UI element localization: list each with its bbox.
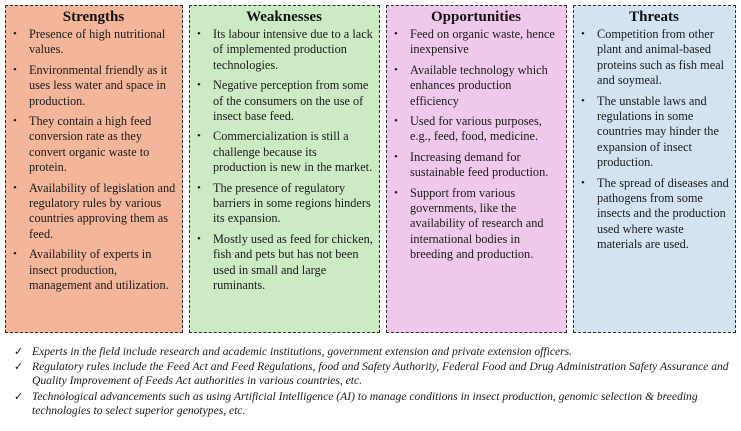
- weaknesses-item: • Commercialization is still a challenge because its production is new in the market.: [197, 129, 373, 175]
- bullet-icon: •: [13, 248, 17, 261]
- opportunities-item: • Support from various governments, like the availability of research and international bodies in breeding and production.: [394, 185, 544, 262]
- strengths-item: • Environmental friendly as it uses less water and space in production.: [13, 62, 168, 108]
- bullet-icon: •: [394, 150, 398, 163]
- bullet-icon: •: [197, 28, 201, 40]
- strengths-panel: [5, 5, 183, 333]
- strengths-item: • Availability of legislation and regulatory rules by various countries approving them as feed.: [13, 180, 176, 241]
- checkmark-icon: ✓: [14, 346, 24, 358]
- strengths-item: • Presence of high nutritional values.: [13, 27, 166, 57]
- weaknesses-panel: [189, 5, 380, 333]
- checkmark-icon: ✓: [14, 390, 24, 403]
- bullet-icon: •: [197, 181, 201, 194]
- opportunities-item: • Available technology which enhances production efficiency: [394, 62, 548, 108]
- strengths-list: [11, 27, 176, 294]
- threats-panel: [573, 5, 736, 333]
- weaknesses-item: • Negative perception from some of the consumers on the use of insect base feed.: [197, 78, 369, 124]
- threats-item: • The unstable laws and regulations in some countries may hinder the expansion of insect production.: [581, 93, 719, 170]
- threats-title: Threats: [629, 9, 679, 25]
- opportunities-title: Opportunities: [430, 9, 521, 25]
- footnote-item: ✓ Technological advancements such as using Artificial Intelligence (AI) to manage conditions in insect production, genomic selection & breeding technologies to select superior genotypes, etc.: [14, 389, 698, 417]
- strengths-item: • They contain a high feed conversion rate as they convert organic waste to protein.: [13, 114, 152, 175]
- bullet-icon: •: [394, 63, 398, 76]
- weaknesses-list: [195, 27, 373, 294]
- opportunities-list: [392, 27, 560, 263]
- strengths-title: Strengths: [62, 9, 125, 25]
- bullet-icon: •: [197, 130, 201, 143]
- opportunities-item: • Increasing demand for sustainable feed production.: [394, 149, 549, 180]
- footnote-item: ✓ Regulatory rules include the Feed Act and Feed Regulations, food and Safety Authority, Federal Food and Drug Administration Safety Assurance and Quality Improvement of Feeds Act authorities in various countries, etc.: [14, 360, 729, 388]
- threats-item: • The spread of diseases and pathogens from some insects and the production used where waste materials are used.: [581, 175, 729, 252]
- checkmark-icon: ✓: [14, 361, 24, 374]
- bullet-icon: •: [13, 115, 17, 128]
- footnote-item: ✓ Experts in the field include research and academic institutions, government extension and private extension officers.: [14, 345, 573, 358]
- strengths-item: • Availability of experts in insect production, management and utilization.: [13, 247, 169, 293]
- weaknesses-item: • Mostly used as feed for chicken, fish and pets but has not been used in small and large ruminants.: [197, 231, 373, 293]
- bullet-icon: •: [13, 181, 17, 194]
- bullet-icon: •: [394, 186, 398, 199]
- bullet-icon: •: [581, 28, 585, 40]
- bullet-icon: •: [13, 28, 17, 40]
- bullet-icon: •: [197, 232, 201, 245]
- opportunities-item: • Used for various purposes, e.g., feed, food, medicine.: [394, 114, 542, 144]
- bullet-icon: •: [197, 79, 201, 92]
- bullet-icon: •: [394, 28, 398, 40]
- bullet-icon: •: [581, 176, 585, 189]
- opportunities-item: • Feed on organic waste, hence inexpensive: [394, 27, 555, 57]
- weaknesses-item: • The presence of regulatory barriers in some regions hinders its expansion.: [197, 180, 371, 226]
- threats-list: [579, 27, 729, 253]
- weaknesses-title: Weaknesses: [246, 9, 322, 25]
- bullet-icon: •: [581, 94, 585, 107]
- opportunities-panel: [386, 5, 567, 333]
- weaknesses-item: • Its labour intensive due to a lack of implemented production technologies.: [197, 27, 373, 72]
- bullet-icon: •: [394, 115, 398, 128]
- bullet-icon: •: [13, 63, 17, 76]
- footnotes-list: [14, 345, 734, 419]
- threats-item: • Competition from other plant and animal-based proteins such as fish meal and soymeal.: [581, 27, 725, 88]
